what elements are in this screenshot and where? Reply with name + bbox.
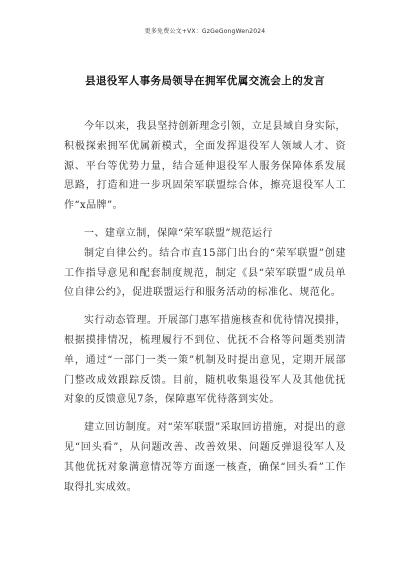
header-note: 更多免费公文+VX：GzGeGongWen2024 [144,28,266,35]
paragraph-intro: 今年以来，我县坚持创新理念引领，立足县域自身实际，积极探索拥军优属新模式，全面发挥退役军人领域人才、资源、平台等优势力量，结合延伸退役军人服务保障体系发展思路，打造和进一步巩固荣军联盟综合体，擦亮退役军人工作“x品牌”。 [64,121,346,212]
paragraph-self-discipline: 制定自律公约。结合市直15部门出台的“荣军联盟”创建工作指导意见和配套制度规范，制定《县“荣军联盟”成员单位自律公约》，促进联盟运行和服务活动的标准化、规范化。 [64,247,346,299]
document-title: 县退役军人事务局领导在拥军优属交流会上的发言 [85,75,325,87]
document-body [64,117,346,505]
paragraph-revisit-system: 建立回访制度。对“荣军联盟”采取回访措施，对提出的意见“回头看”，从问题改善、改善效果、问题反弹退役军人及其他优抚对象满意情况等方面逐一核查，确保“回头看”工作取得扎实成效。 [64,422,346,493]
section-heading-1: 一、建章立制，保障“荣军联盟”规范运行 [84,227,273,239]
paragraph-dynamic-management: 实行动态管理。开展部门惠军措施核查和优待情况摸排，根据摸排情况，梳理履行不到位、优抚不合格等问题类别清单，通过“一部门一类一策”机制及时提出意见，定期开展部门整改成效跟踪反馈。目前，随机收集退役军人及其他优抚对象的反馈意见7条，保障惠军优待落到实处。 [64,315,346,406]
